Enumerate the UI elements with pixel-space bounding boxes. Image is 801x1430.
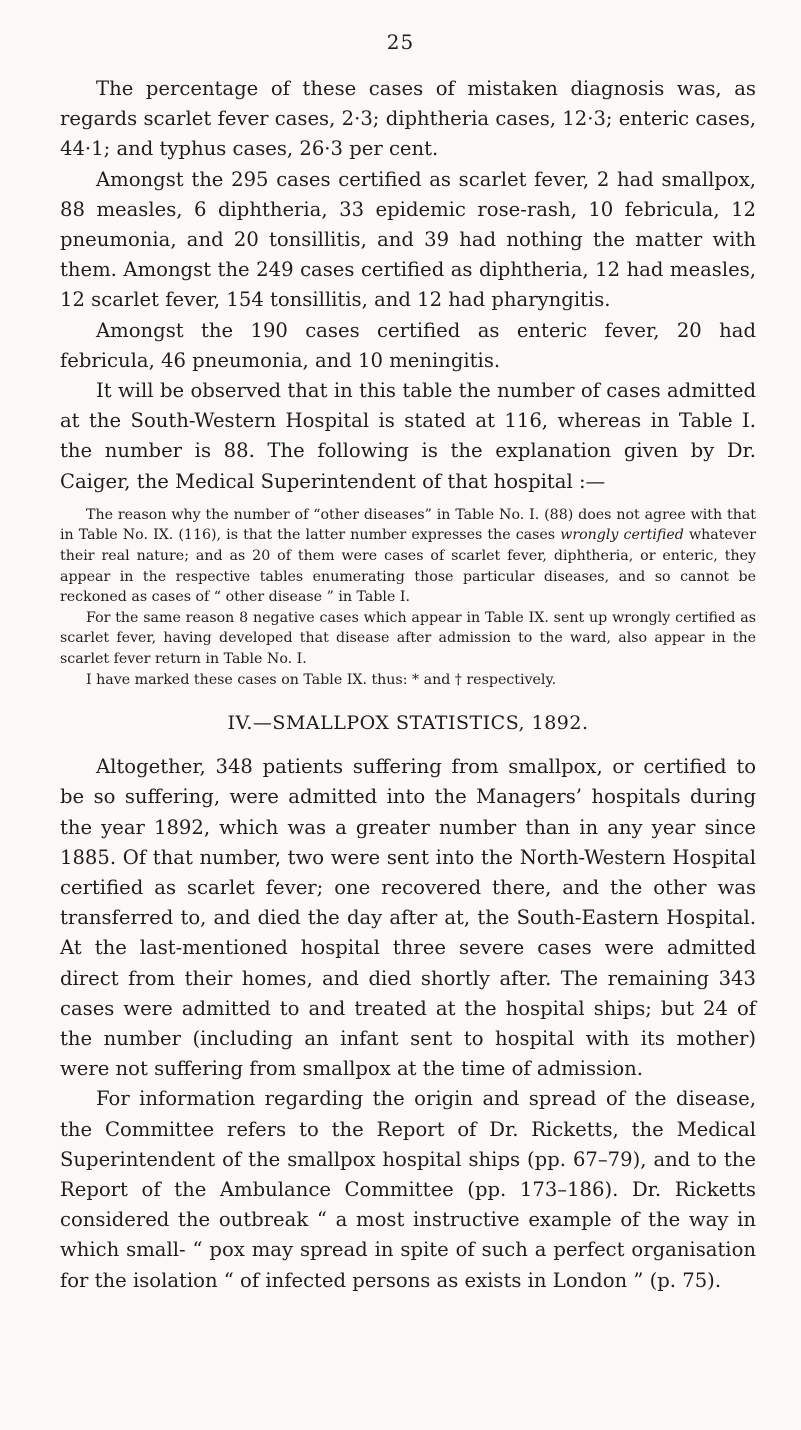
paragraph-ricketts-report: For information regarding the origin and spread of the disease, the Committee refers to the Report of Dr. Ricketts, the Medical Superintendent of the smallpox hospital ships (pp. 67–79), and to the Report of the Ambulance Committee (pp. 173–186). Dr. Ricketts considered the outbreak “ a most instructive example of the way in which small- “ pox may spread in spite of such a perfect organisation for the isolation “ of infected persons as exists in London ” (p. 75). [60, 1087, 756, 1292]
section-heading-smallpox-statistics: IV.—SMALLPOX STATISTICS, 1892. [227, 712, 589, 735]
paragraph-scarlet-diphtheria-certified: Amongst the 295 cases certified as scarlet fever, 2 had smallpox, 88 measles, 6 diphtheria, 33 epidemic rose-rash, 10 febricula, 12 pneumonia, and 20 tonsillitis, and 39 had nothing the matter with them. Amongst the 249 cases certified as diphtheria, 12 had measles, 12 scarlet fever, 154 tonsillitis, and 12 had pharyngitis. [60, 167, 756, 312]
paragraph-south-western-explanation: It will be observed that in this table the number of cases admitted at the South-Western Hospital is stated at 116, whereas in Table I. the number is 88. The following is the explanation given by Dr. Caiger, the Medical Superintendent of that hospital :— [60, 379, 756, 493]
quote-paragraph-2: For the same reason 8 negative cases which appear in Table IX. sent up wrongly certified as scarlet fever, having developed that disease after admission to the ward, also appear in the scarlet fever return in Table No. I. [60, 609, 756, 667]
page-number: 25 [386, 30, 415, 54]
paragraph-enteric-certified: Amongst the 190 cases certified as enteric fever, 20 had febricula, 46 pneumonia, and 10 meningitis. [60, 318, 756, 372]
page-body [60, 74, 756, 1296]
quote-italic-text: wrongly certified [560, 527, 684, 544]
quote-paragraph-1 [60, 505, 756, 608]
quote-paragraph-3: I have marked these cases on Table IX. thus: * and † respectively. [86, 671, 557, 688]
paragraph-mistaken-diagnosis-percentage: The percentage of these cases of mistaken diagnosis was, as regards scarlet fever cases, 2·3; diphtheria cases, 12·3; enteric cases, 44·1; and typhus cases, 26·3 per cent. [60, 77, 756, 161]
paragraph-smallpox-admissions: Altogether, 348 patients suffering from smallpox, or certified to be so suffering, were admitted into the Managers’ hospitals during the year 1892, which was a greater number than in any year since 1885. Of that number, two were sent into the North-Western Hospital certified as scarlet fever; one recovered there, and the other was transferred to, and died the day after at, the South-Eastern Hospital. At the last-mentioned hospital three severe cases were admitted direct from their homes, and died shortly after. The remaining 343 cases were admitted to and treated at the hospital ships; but 24 of the number (including an infant sent to hospital with its mother) were not suffering from smallpox at the time of admission. [60, 755, 756, 1081]
quote-text-before-italic: The reason why the number of “other diseases” in Table No. I. (88) does not agree with that in Table No. IX. (116), is that the latter number expresses the cases [60, 506, 756, 544]
quote-text-after-italic: whatever their real nature; and as 20 of them were cases of scarlet fever, diphtheria, or enteric, they appear in the respective tables enumerating those particular diseases, and so cannot be reckoned as cases of “ other disease ” in Table I. [60, 527, 756, 606]
caiger-quotation [60, 505, 756, 690]
